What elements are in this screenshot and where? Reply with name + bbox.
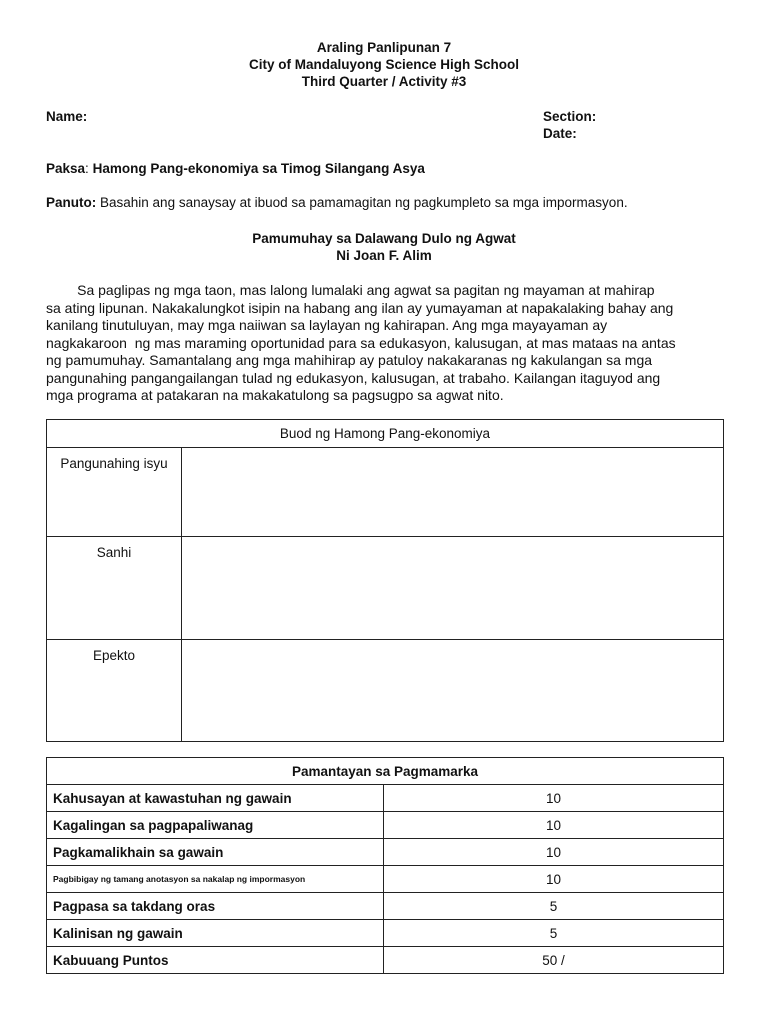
essay-line: sa ating lipunan. Nakakalungkot isipin na habang ang ilan ay yumayaman at napakalaking bahay ang <box>46 299 674 316</box>
section-label: Section: <box>543 109 597 124</box>
summary-answer-issue[interactable] <box>182 448 724 537</box>
essay-author: Ni Joan F. Alim <box>336 248 432 263</box>
summary-label-issue: Pangunahing isyu <box>47 448 182 537</box>
rubric-table <box>46 757 724 974</box>
school-name: City of Mandaluyong Science High School <box>248 57 520 72</box>
rubric-points: 10 <box>384 839 724 866</box>
table-row <box>47 640 724 742</box>
rubric-criterion: Kagalingan sa pagpapaliwanag <box>47 812 384 839</box>
summary-label-cause: Sanhi <box>47 537 182 640</box>
table-row <box>47 866 724 893</box>
summary-answer-cause[interactable] <box>182 537 724 640</box>
table-row <box>47 893 724 920</box>
rubric-criterion: Pagbibigay ng tamang anotasyon sa nakalap ng impormasyon <box>47 866 384 893</box>
table-row <box>47 839 724 866</box>
rubric-criterion: Pagpasa sa takdang oras <box>47 893 384 920</box>
rubric-total-points: 50 / <box>384 947 724 974</box>
table-row <box>47 947 724 974</box>
subject-title: Araling Panlipunan 7 <box>316 40 452 55</box>
summary-table <box>46 419 724 742</box>
rubric-title: Pamantayan sa Pagmamarka <box>47 758 724 785</box>
essay-line: kanilang tinutuluyan, may mga naiiwan sa laylayan ng kahirapan. Ang mga mayayaman ay <box>46 317 608 333</box>
essay-line: mga programa at patakaran na makakatulong sa pagsugpo sa agwat nito. <box>46 387 504 403</box>
table-row <box>47 920 724 947</box>
table-row <box>47 448 724 537</box>
summary-answer-effect[interactable] <box>182 640 724 742</box>
essay-line: nagkakaroon ng mas maraming oportunidad para sa edukasyon, kalusugan, at mas mataas na antas <box>46 334 676 351</box>
essay-body <box>46 282 726 405</box>
rubric-points: 5 <box>384 893 724 920</box>
rubric-points: 10 <box>384 812 724 839</box>
essay-title: Pamumuhay sa Dalawang Dulo ng Agwat <box>252 231 516 246</box>
instructions-text: Basahin ang sanaysay at ibuod sa pamamagitan ng pagkumpleto sa mga impormasyon. <box>100 195 628 210</box>
rubric-criterion: Pagkamalikhain sa gawain <box>47 839 384 866</box>
name-label: Name: <box>46 109 88 124</box>
instructions-label: Panuto: <box>46 195 97 210</box>
topic-line <box>46 161 425 176</box>
rubric-points: 5 <box>384 920 724 947</box>
rubric-points: 10 <box>384 866 724 893</box>
date-label: Date: <box>543 126 577 141</box>
table-row <box>47 785 724 812</box>
topic-value: Hamong Pang-ekonomiya sa Timog Silangang Asya <box>92 161 425 176</box>
summary-label-effect: Epekto <box>47 640 182 742</box>
rubric-total-label: Kabuuang Puntos <box>47 947 384 974</box>
activity-title: Third Quarter / Activity #3 <box>301 74 467 89</box>
rubric-criterion: Kalinisan ng gawain <box>47 920 384 947</box>
rubric-points: 10 <box>384 785 724 812</box>
table-row <box>47 537 724 640</box>
topic-label: Paksa <box>46 161 86 176</box>
instructions-line <box>46 195 628 210</box>
topic-colon: : <box>85 161 89 176</box>
essay-line: ng pamumuhay. Samantalang ang mga mahihirap ay patuloy nakakaranas ng kakulangan sa mga <box>46 352 653 368</box>
summary-table-title: Buod ng Hamong Pang-ekonomiya <box>47 420 724 448</box>
table-row <box>47 812 724 839</box>
rubric-criterion: Kahusayan at kawastuhan ng gawain <box>47 785 384 812</box>
essay-line: Sa paglipas ng mga taon, mas lalong lumalaki ang agwat sa pagitan ng mayaman at mahirap <box>46 282 655 298</box>
essay-line: pangunahing pangangailangan tulad ng edukasyon, kalusugan, at trabaho. Kailangan itaguyod ang <box>46 369 661 386</box>
